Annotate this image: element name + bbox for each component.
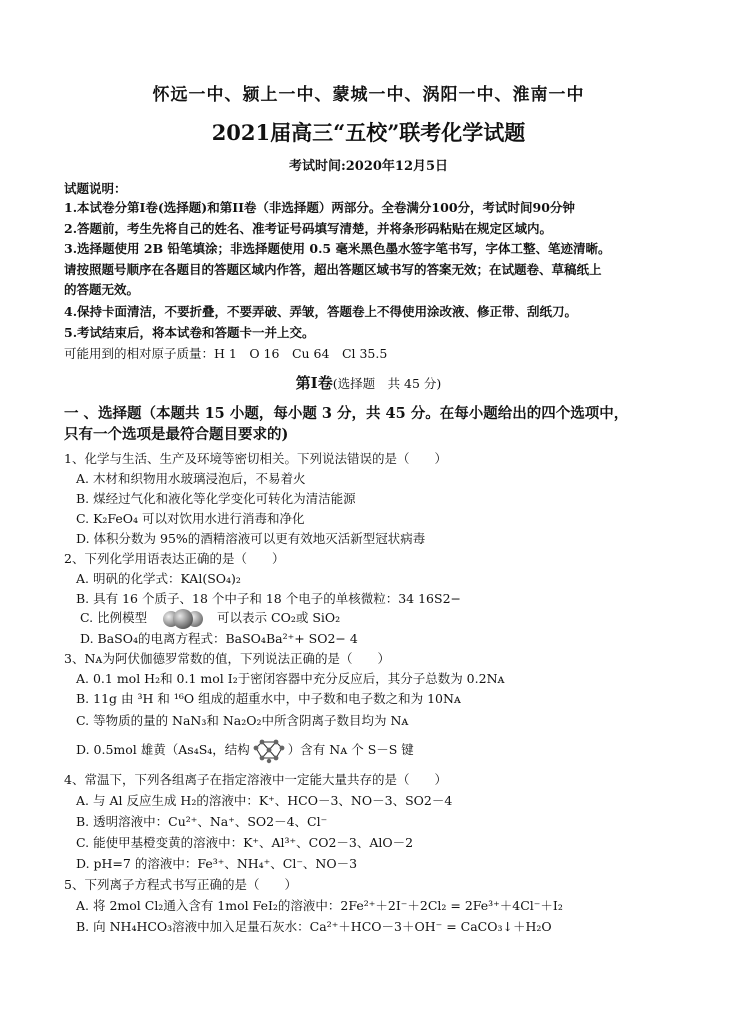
instruction-item: 4.保持卡面清洁，不要折叠，不要弄破、弄皱，答题卷上不得使用涂改液、修正带、刮纸刀。 (64, 304, 578, 319)
question-3-option-b: B. 11g 由 ³H 和 ¹⁶O 组成的超重水中，中子数和电子数之和为 10Nᴀ (76, 691, 461, 706)
instruction-item: 1.本试卷分第Ⅰ卷(选择题)和第II卷（非选择题）两部分。全卷满分100分，考试时间90分钟 (64, 200, 575, 215)
instruction-item: 的答题无效。 (64, 282, 140, 297)
question-2-option-c (80, 606, 340, 630)
question-5-option-a: A. 将 2mol Cl₂通入含有 1mol FeI₂的溶液中：2Fe²⁺＋2I⁻＋2Cl₂ = 2Fe³⁺＋4Cl⁻＋I₂ (76, 898, 563, 913)
option-d-prefix: D. 0.5mol 雄黄（As₄S₄，结构 (76, 742, 250, 757)
question-3-option-d (76, 735, 414, 765)
question-2-option-b: B. 具有 16 个质子、18 个中子和 18 个电子的单核微粒：34 16S2− (76, 591, 461, 606)
question-1-option-a: A. 木材和织物用水玻璃浸泡后，不易着火 (76, 471, 306, 486)
question-2-stem: 2、下列化学用语表达正确的是（ ） (64, 551, 285, 566)
instruction-item: 请按照题号顺序在各题目的答题区域内作答，超出答题区域书写的答案无效；在试题卷、草稿纸上 (64, 262, 602, 277)
question-3-option-a: A. 0.1 mol H₂和 0.1 mol I₂于密闭容器中充分反应后，其分子总数为 0.2Nᴀ (76, 671, 505, 686)
question-1-stem: 1、化学与生活、生产及环境等密切相关。下列说法错误的是（ ） (64, 451, 447, 466)
question-1-option-b: B. 煤经过气化和液化等化学变化可转化为清洁能源 (76, 491, 356, 506)
question-2-option-d: D. BaSO₄的电离方程式：BaSO₄Ba²⁺+ SO2− 4 (80, 631, 358, 646)
section-subtitle: (选择题 共 45 分) (332, 376, 442, 391)
instruction-item: 2.答题前，考生先将自己的姓名、准考证号码填写清楚，并将条形码粘贴在规定区域内。 (64, 221, 553, 236)
question-4-option-c: C. 能使甲基橙变黄的溶液中：K⁺、Al³⁺、CO2－3、AlO－2 (76, 835, 414, 850)
part-heading: 只有一个选项是最符合题目要求的) (64, 426, 289, 443)
instruction-item: 5.考试结束后，将本试卷和答题卡一并上交。 (64, 325, 315, 340)
question-4-option-b: B. 透明溶液中：Cu²⁺、Na⁺、SO2－4、Cl⁻ (76, 814, 328, 829)
option-d-suffix: ）含有 Nᴀ 个 S－S 键 (287, 742, 414, 757)
question-2-option-a: A. 明矾的化学式：KAl(SO₄)₂ (76, 571, 241, 586)
atomic-masses: 可能用到的相对原子质量：H 1 O 16 Cu 64 Cl 35.5 (64, 346, 388, 361)
question-3-stem: 3、Nᴀ为阿伏伽德罗常数的值，下列说法正确的是（ ） (64, 651, 390, 666)
question-3-option-c: C. 等物质的量的 NaN₃和 Na₂O₂中所含阴离子数目均为 Nᴀ (76, 713, 409, 728)
part-heading: 一 、选择题（本题共 15 小题，每小题 3 分，共 45 分。在每小题给出的四个选项中， (64, 405, 629, 422)
school-list: 怀远一中、颍上一中、蒙城一中、涡阳一中、淮南一中 (152, 85, 585, 105)
option-c-suffix: 可以表示 CO₂或 SiO₂ (217, 610, 341, 625)
question-1-option-d: D. 体积分数为 95%的酒精溶液可以更有效地灭活新型冠状病毒 (76, 531, 426, 546)
section-title (0, 374, 737, 393)
instruction-item: 3.选择题使用 2B 铅笔填涂；非选择题使用 0.5 毫米黑色墨水签字笔书写，字体工整、笔迹清晰。 (64, 241, 611, 256)
question-4-stem: 4、常温下，下列各组离子在指定溶液中一定能大量共存的是（ ） (64, 772, 447, 787)
question-5-stem: 5、下列离子方程式书写正确的是（ ） (64, 877, 297, 892)
question-5-option-b: B. 向 NH₄HCO₃溶液中加入足量石灰水：Ca²⁺＋HCO－3＋OH⁻ = CaCO₃↓＋H₂O (76, 919, 552, 934)
exam-time: 考试时间:2020年12月5日 (288, 159, 449, 174)
as4s4-structure-icon (252, 738, 286, 764)
instructions-heading: 试题说明： (64, 181, 127, 196)
question-1-option-c: C. K₂FeO₄ 可以对饮用水进行消毒和净化 (76, 511, 305, 526)
exam-title: 2021届高三“五校”联考化学试题 (211, 120, 526, 145)
question-4-option-a: A. 与 Al 反应生成 H₂的溶液中：K⁺、HCO－3、NO－3、SO2－4 (76, 793, 453, 808)
section-name: 第Ⅰ卷 (295, 374, 333, 392)
question-4-option-d: D. pH=7 的溶液中：Fe³⁺、NH₄⁺、Cl⁻、NO－3 (76, 856, 358, 871)
option-c-prefix: C. 比例模型 (80, 610, 148, 625)
space-filling-model-icon (161, 608, 205, 630)
